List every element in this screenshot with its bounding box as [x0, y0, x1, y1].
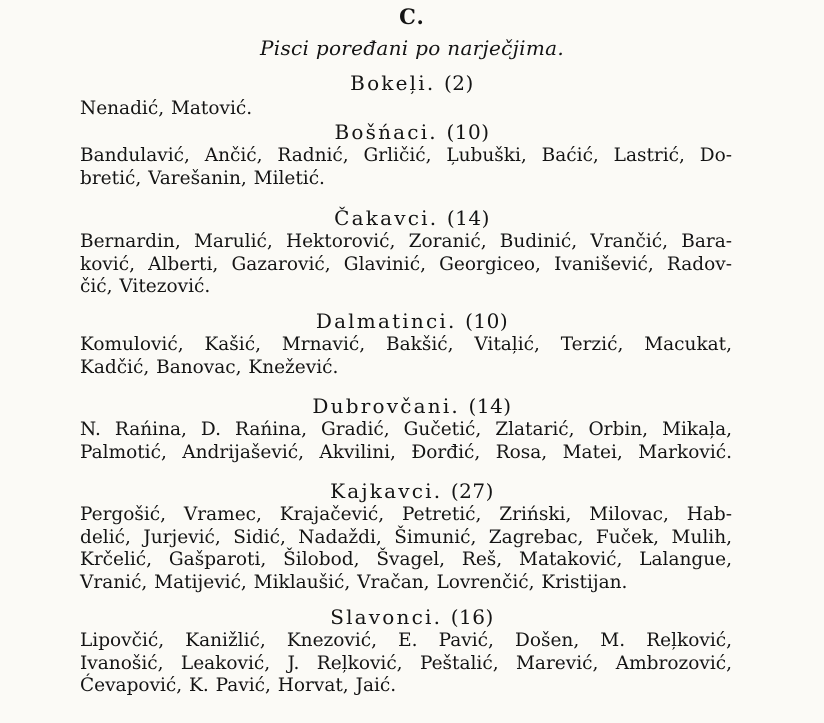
- author-line: Bandulavić, Ančić, Radnić, Grličić, Ļubuški, Baćić, Lastrić, Do-: [80, 145, 732, 166]
- group-count: (14): [446, 206, 490, 230]
- author-line: N. Rańina, D. Rańina, Gradić, Gučetić, Zlatarić, Orbin, Mikaļa,: [80, 419, 732, 440]
- author-line: Ivanošić, Leaković, J. Reļković, Peštalić, Marević, Ambrozović,: [80, 652, 732, 674]
- author-line: Vranić, Matijević, Miklaušić, Vračan, Lovrenčić, Kristijan.: [80, 571, 628, 593]
- author-line: čić, Vitezović.: [80, 276, 211, 297]
- group-heading: [0, 70, 824, 96]
- dialect-group-slavonci: [0, 604, 824, 698]
- group-name: Dubrovčani.: [312, 394, 460, 418]
- author-line: bretić, Varešanin, Miletić.: [80, 167, 325, 189]
- author-line: Lipovčić, Kanižlić, Knezović, E. Pavić, Došen, M. Reļković,: [80, 630, 732, 651]
- group-count: (27): [450, 479, 494, 503]
- dialect-group-bokeli: [0, 70, 824, 121]
- group-count: (16): [450, 605, 494, 629]
- group-name: Čakavci.: [334, 206, 439, 230]
- author-line: Pergošić, Vramec, Krajačević, Petretić, Zriński, Milovac, Hab-: [80, 504, 732, 525]
- dialect-group-dubrovcani: [0, 393, 824, 464]
- author-line: delić, Jurjević, Sidić, Nadaždi, Šimunić, Zagrebac, Fuček, Mulih,: [80, 526, 732, 548]
- author-line: Nenadić, Matović.: [80, 98, 253, 119]
- group-heading: [0, 308, 824, 334]
- author-line: Palmotić, Andrijašević, Akvilini, Đorđić, Rosa, Matei, Marković.: [80, 441, 732, 463]
- author-line: Ćevapović, K. Pavić, Horvat, Jaić.: [80, 675, 397, 696]
- group-count: (14): [468, 394, 512, 418]
- author-line: Bernardin, Marulić, Hektorović, Zoranić, Budinić, Vrančić, Bara-: [80, 231, 732, 252]
- group-heading: [0, 604, 824, 630]
- author-list: [80, 98, 732, 121]
- author-line: ković, Alberti, Gazarović, Glavinić, Georgiceo, Ivanišević, Radov-: [80, 253, 732, 275]
- author-line: Kadčić, Banovac, Knežević.: [80, 356, 339, 378]
- author-list: [80, 419, 732, 464]
- group-heading: [0, 478, 824, 504]
- author-list: [80, 334, 732, 379]
- group-heading: [0, 119, 824, 145]
- group-name: Kajkavci.: [330, 479, 443, 503]
- group-heading: [0, 205, 824, 231]
- section-subtitle: Pisci poređani po narječjima.: [259, 36, 565, 60]
- group-name: Slavonci.: [330, 605, 443, 629]
- dialect-group-dalmatinci: [0, 308, 824, 379]
- group-count: (10): [465, 309, 509, 333]
- dialect-group-cakavci: [0, 205, 824, 299]
- group-heading: [0, 393, 824, 419]
- dialect-group-bosnaci: [0, 119, 824, 190]
- group-name: Bokeļi.: [350, 71, 436, 95]
- group-count: (2): [443, 71, 474, 95]
- group-count: (10): [446, 120, 490, 144]
- group-name: Bošńaci.: [334, 120, 438, 144]
- dialect-group-kajkavci: [0, 478, 824, 594]
- author-line: Krčelić, Gašparoti, Šilobod, Švagel, Reš, Mataković, Lalangue,: [80, 549, 732, 570]
- author-list: [80, 630, 732, 698]
- section-letter: C.: [399, 4, 425, 29]
- author-list: [80, 504, 732, 594]
- author-list: [80, 145, 732, 190]
- author-list: [80, 231, 732, 299]
- author-line: Komulović, Kašić, Mrnavić, Bakšić, Vitaļić, Terzić, Macukat,: [80, 334, 732, 355]
- group-name: Dalmatinci.: [315, 309, 457, 333]
